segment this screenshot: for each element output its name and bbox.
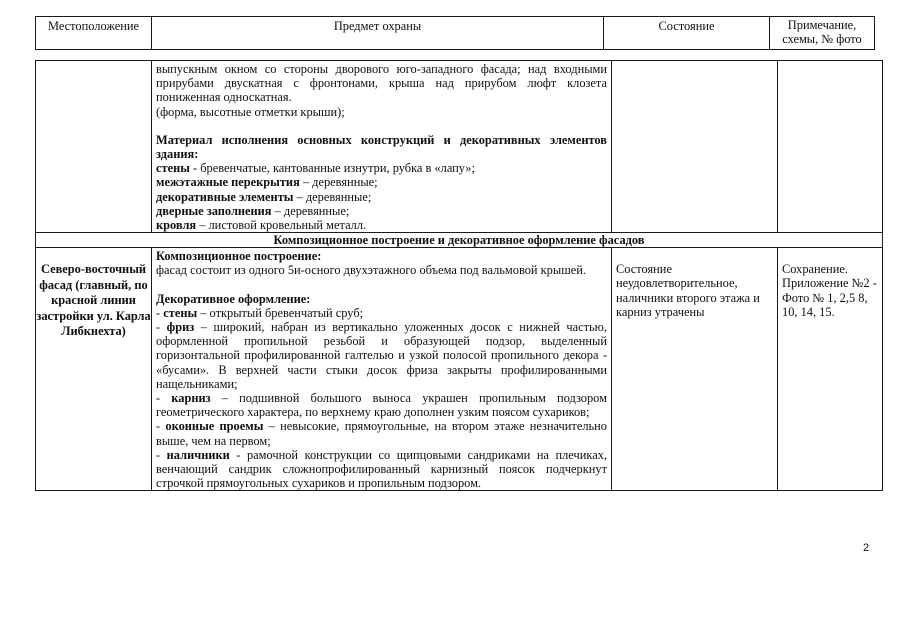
note-preserve: Сохранение. xyxy=(782,262,849,277)
section-title: Композиционное построение и декоративное оформление фасадов xyxy=(36,233,883,248)
decor-title: Декоративное оформление: xyxy=(156,291,311,306)
table-row xyxy=(36,61,883,233)
state-cell-empty xyxy=(612,61,778,233)
decor-walls: - стены – открытый бревенчатый сруб; xyxy=(156,305,364,320)
table-row xyxy=(36,248,883,491)
composition-text: фасад состоит из одного 5и-осного двухэтажного объема под вальмовой крышей. xyxy=(156,263,586,278)
composition-title: Композиционное построение: xyxy=(156,249,322,264)
decor-cornice: - карниз – подшивной большого выноса украшен пропильным подзором геометрического характера, по верхнему краю дополнен узким поясом сухариков; xyxy=(156,391,607,420)
protection-table xyxy=(35,60,883,491)
decor-windows: - оконные проемы – невысокие, прямоугольные, на втором этаже незначительно выше, чем на первом; xyxy=(156,419,607,448)
table-header xyxy=(35,16,875,50)
header-note: Примечание, схемы, № фото xyxy=(770,17,875,50)
decor-frieze: - фриз – широкий, набран из вертикально уложенных досок с нижней частью, оформленной пропильной резьбой и образующей подзор, выделенный горизонтальной профилированной галтелью и узкой полосой пропильного декора - «бусами». В верхней части стыки досок фриза закрыты профилированными нащельниками; xyxy=(156,320,607,391)
note-cell xyxy=(778,248,883,491)
header-location: Местоположение xyxy=(36,17,152,50)
material-walls: стены - бревенчатые, кантованные изнутри, рубка в «лапу»; xyxy=(156,161,475,176)
note-appendix: Приложение №2 - Фото № 1, 2,5 8, 10, 14, 15. xyxy=(782,276,877,319)
material-decor: декоративные элементы – деревянные; xyxy=(156,189,372,204)
header-state: Состояние xyxy=(604,17,770,50)
note-cell-empty xyxy=(778,61,883,233)
material-roof: кровля – листовой кровельный металл. xyxy=(156,218,367,233)
roof-form-note: (форма, высотные отметки крыши); xyxy=(156,104,345,119)
material-floors: межэтажные перекрытия – деревянные; xyxy=(156,175,378,190)
subject-cell xyxy=(152,61,612,233)
location-cell-empty xyxy=(36,61,152,233)
materials-title: Материал исполнения основных конструкций и декоративных элементов здания: xyxy=(156,132,607,162)
decor-trims: - наличники - рамочной конструкции со щипцовыми сандриками на плечиках, венчающий сандрик сложнопрофилированный карнизный поясок подчеркнут строчкой прямоугольных сухариков и пропильным подзором. xyxy=(156,447,607,491)
subject-cell xyxy=(152,248,612,491)
section-row xyxy=(36,233,883,248)
roof-description: выпускным окном со стороны дворового юго-западного фасада; над входными прирубами двускатная с фронтонами, крыша над прирубом люфт клозета пониженная односкатная. xyxy=(156,62,607,105)
page-number: 2 xyxy=(863,542,870,554)
location-cell: Северо-восточный фасад (главный, по красной линии застройки ул. Карла Либкнехта) xyxy=(36,248,152,491)
header-subject: Предмет охраны xyxy=(152,17,604,50)
state-cell: Состояние неудовлетворительное, наличники второго этажа и карниз утрачены xyxy=(612,248,778,491)
material-doors: дверные заполнения – деревянные; xyxy=(156,203,350,218)
